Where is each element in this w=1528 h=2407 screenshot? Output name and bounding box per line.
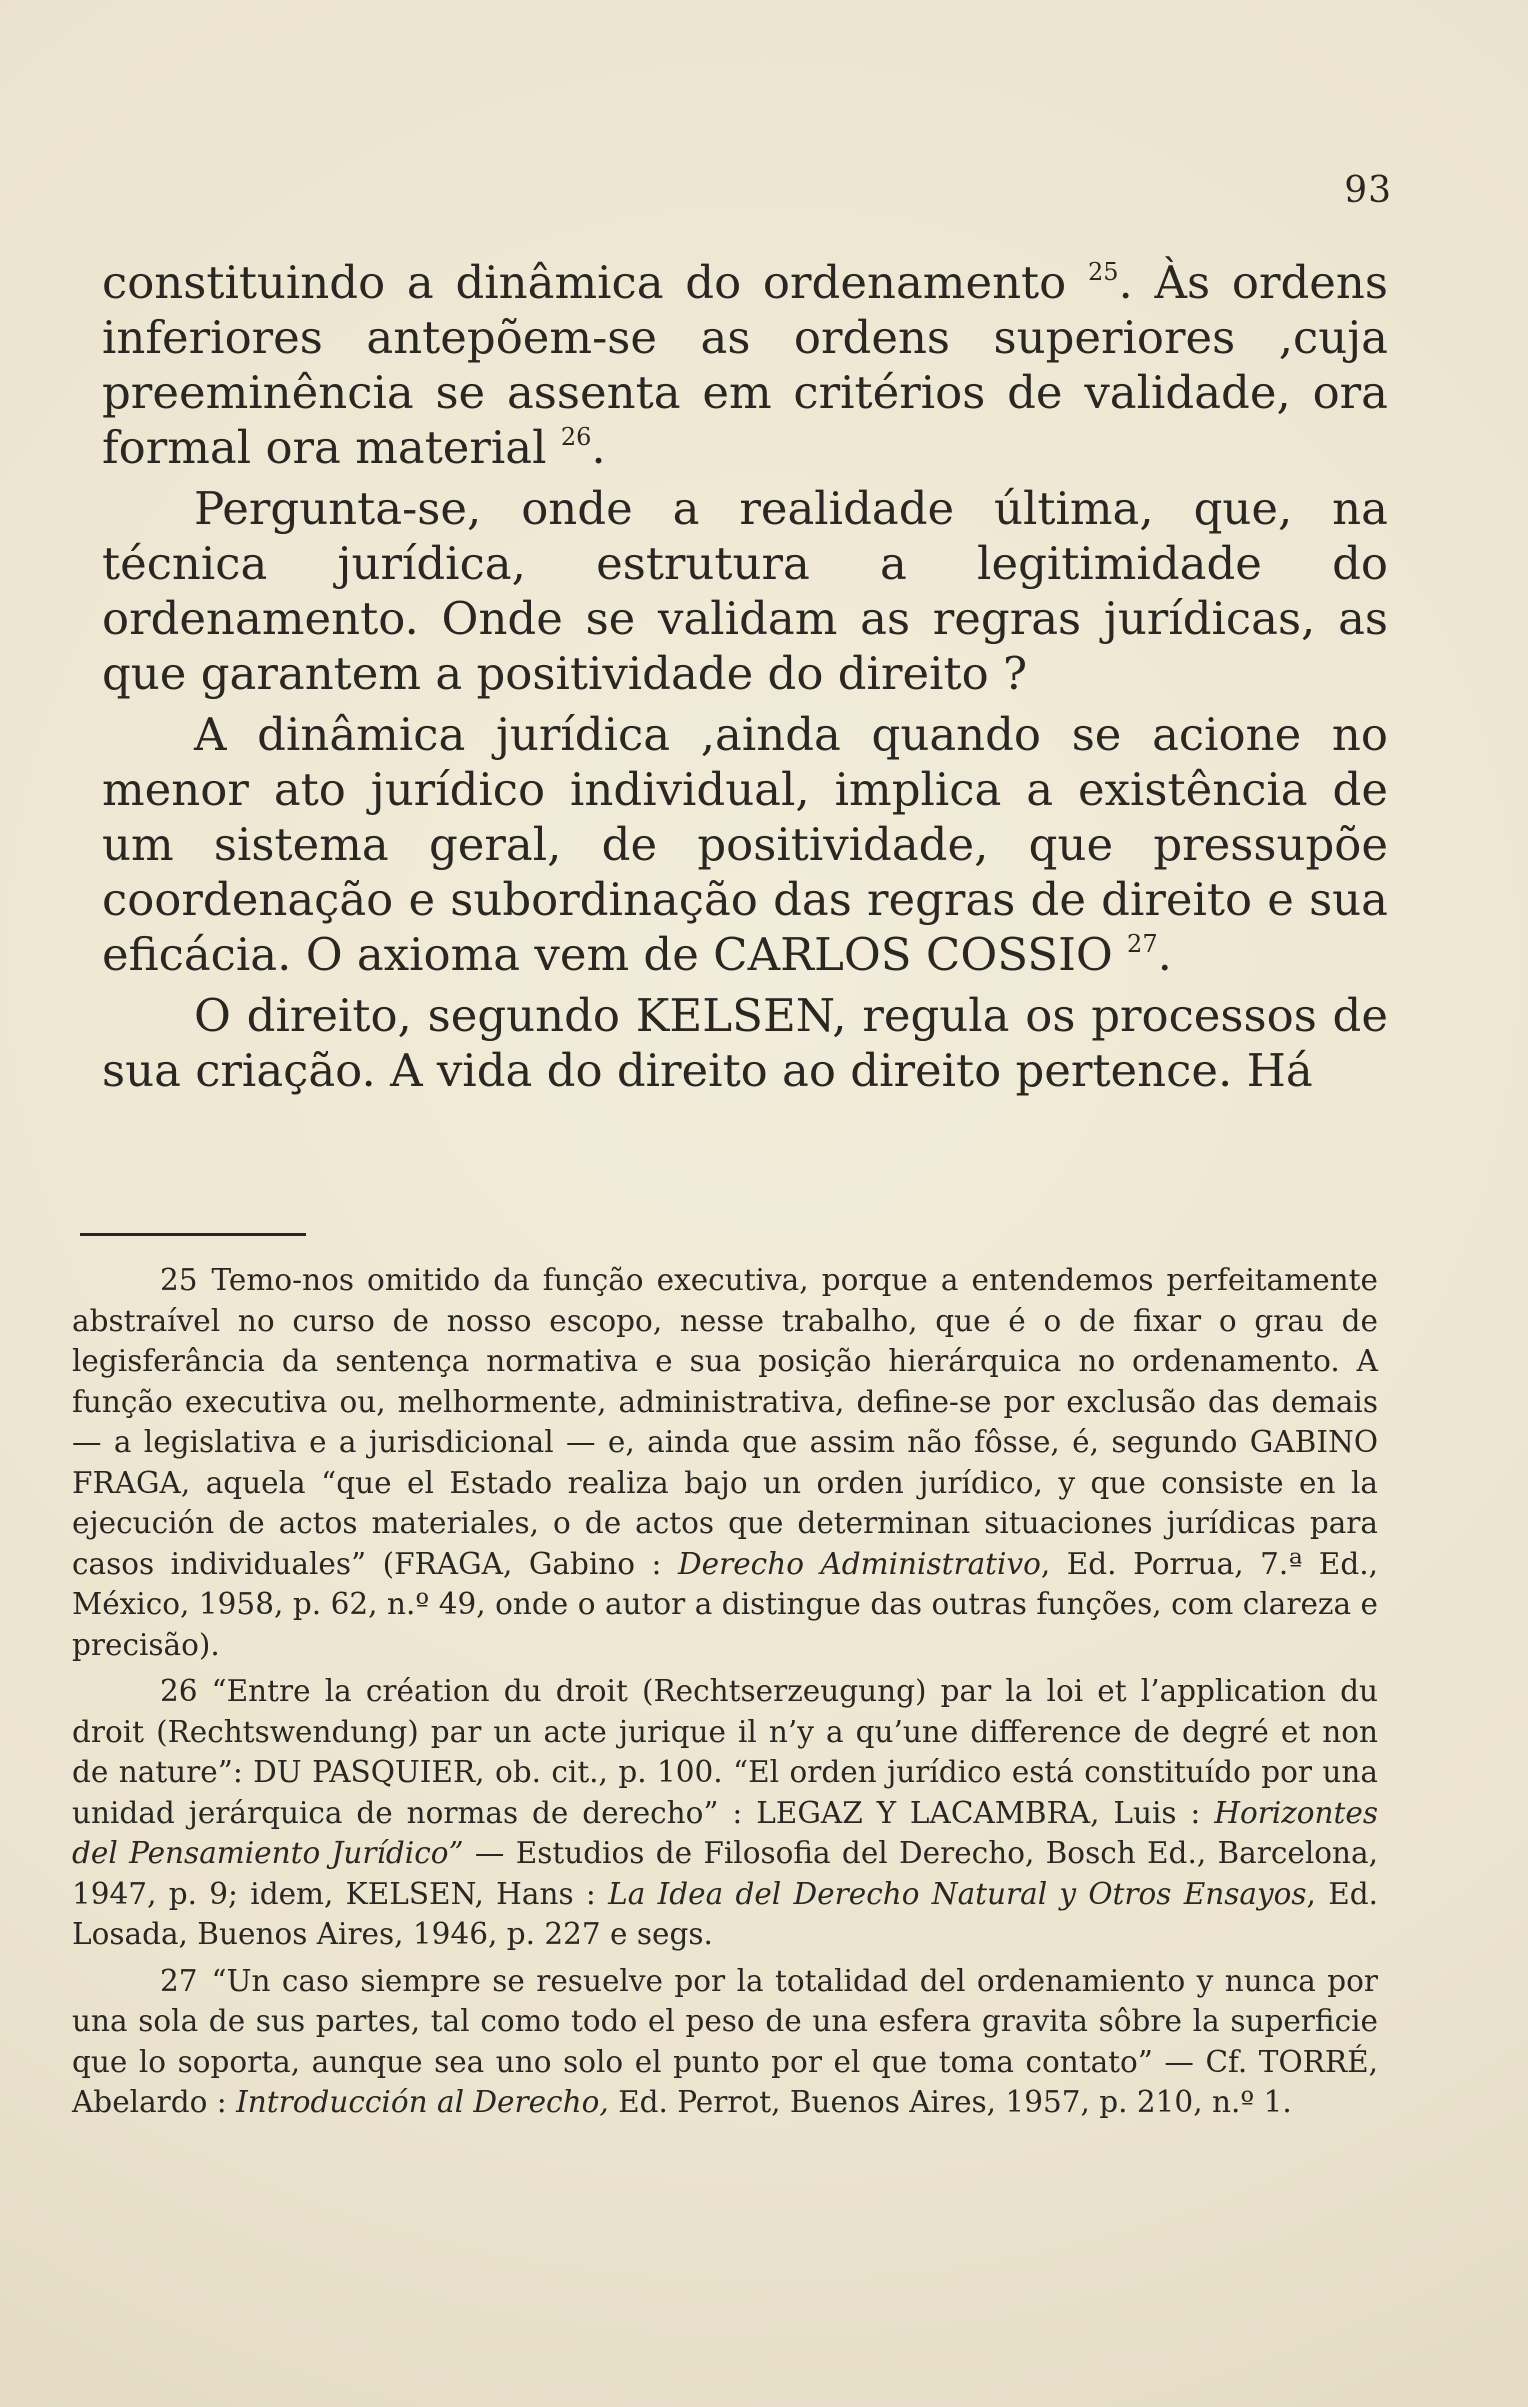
footnote-26-text-c: , Ed. Losada, Buenos Aires, 1946, p. 227 e segs.	[72, 1876, 1378, 1951]
footnote-26-title-2: La Idea del Derecho Natural y Otros Ensayos	[608, 1876, 1307, 1911]
paragraph-3	[102, 707, 1388, 982]
footnotes	[72, 1260, 1378, 2129]
footnote-number: 25	[160, 1263, 198, 1297]
footnote-26-title-1: Horizontes del Pensamiento Jurídico”	[72, 1795, 1378, 1870]
paragraph-3-part-a: A dinâmica jurídica ,ainda quando se acione no menor ato jurídico individual, implica a existência de um sistema geral, de positividade, que pressupõe coordenação e subordinação das regras de direito e sua eficácia. O axioma vem de CARLOS COSSIO	[102, 708, 1388, 981]
footnote-27-text-a: “Un caso siempre se resuelve por la totalidad del ordenamiento y nunca por una sola de sus partes, tal como todo el peso de una esfera gravita sôbre la superficie que lo soporta, aunque sea uno solo el punto por el que toma contato” — Cf. TORRÉ, Abelardo :	[72, 1963, 1378, 2119]
paragraph-1-part-a: constituindo a dinâmica do ordenamento	[102, 256, 1088, 309]
footnote-number: 27	[160, 1963, 198, 1998]
footnote-ref-26: 26	[560, 423, 592, 451]
footnote-ref-27: 27	[1127, 930, 1158, 958]
footnote-25-title: Derecho Administrativo	[678, 1546, 1041, 1581]
footnote-25	[72, 1260, 1378, 1665]
footnote-26	[72, 1671, 1378, 1955]
paragraph-1-part-b: . Às ordens inferiores antepõem-se as ordens superiores ,cuja preeminência se assenta em critérios de validade, ora formal ora material	[102, 256, 1388, 474]
footnote-25-text-a: Temo-nos omitido da função executiva, porque a entendemos perfeitamente abstraível no curso de nosso escopo, nesse trabalho, que é o de fixar o grau de legisferância da sentença normativa e sua posição hierárquica no ordenamento. A função executiva ou, melhormente, administrativa, define-se por exclusão das demais — a legislativa e a jurisdicional — e, ainda que assim não fôsse, é, segundo GABINO FRAGA, aquela “que el Estado realiza bajo un orden jurídico, y que consiste en la ejecución de actos materiales, o de actos que determinan situaciones jurídicas para casos individuales” (FRAGA, Gabino :	[72, 1263, 1378, 1581]
footnote-25-text-b: , Ed. Porrua, 7.ª Ed., México, 1958, p. 62, n.º 49, onde o autor a distingue das outras funções, com clareza e precisão).	[72, 1546, 1378, 1662]
footnote-number: 26	[160, 1674, 198, 1708]
footnote-26-text-a: “Entre la création du droit (Rechtserzeugung) par la loi et l’application du droit (Rechtswendung) par un acte jurique il n’y a qu’une difference de degré et non de nature”: DU PASQUIER, ob. cit., p. 100. “El orden jurídico está constituído por una unidad jerárquica de normas de derecho” : LEGAZ Y LACAMBRA, Luis :	[72, 1674, 1378, 1830]
paragraph-4: O direito, segundo KELSEN, regula os processos de sua criação. A vida do direito ao direito pertence. Há	[102, 989, 1388, 1097]
paragraph-1	[102, 255, 1388, 475]
paragraph-1-part-c: .	[591, 421, 606, 474]
footnote-ref-25: 25	[1087, 258, 1119, 286]
footnote-27	[72, 1961, 1378, 2123]
footnote-divider	[80, 1233, 306, 1236]
main-text	[102, 255, 1388, 1104]
paragraph-2: Pergunta-se, onde a realidade última, que, na técnica jurídica, estrutura a legitimidade do ordenamento. Onde se validam as regras jurídicas, as que garantem a positividade do direito ?	[102, 482, 1388, 700]
page-number: 93	[1344, 170, 1392, 211]
footnote-26-text-b: — Estudios de Filosofia del Derecho, Bosch Ed., Barcelona, 1947, p. 9; idem, KELSEN, Hans :	[72, 1836, 1378, 1911]
footnote-27-title: Introducción al Derecho,	[236, 2085, 609, 2119]
paragraph-3-part-b: .	[1157, 928, 1172, 981]
footnote-27-text-b: Ed. Perrot, Buenos Aires, 1957, p. 210, n.º 1.	[608, 2085, 1292, 2119]
